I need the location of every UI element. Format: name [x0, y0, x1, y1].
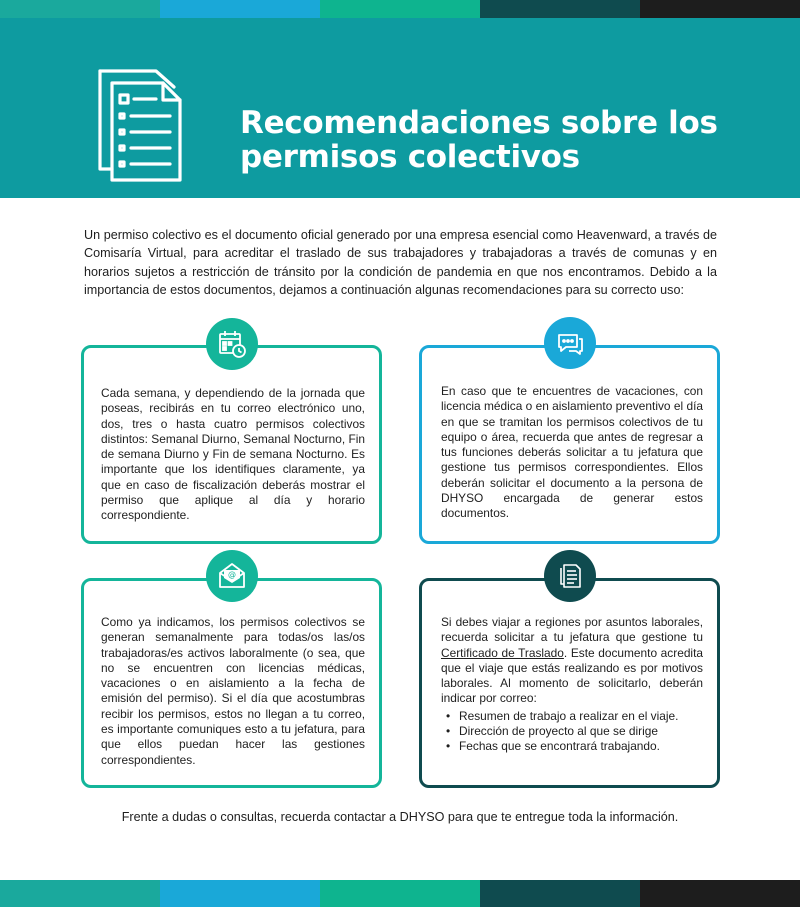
- chat-bubble-icon: [544, 317, 596, 369]
- top-color-stripe: [0, 0, 800, 18]
- recommendation-card-weekly-permits: [81, 345, 382, 544]
- svg-text:@: @: [228, 570, 236, 579]
- list-item: • Dirección de proyecto al que se dirige: [441, 724, 703, 739]
- recommendation-card-travel-certificate: [419, 578, 720, 788]
- card-text: Si debes viajar a regiones por asuntos laborales, recuerda solicitar a tu jefatura que gestione tu Certificado de Traslado. Este documento acredita que el viaje que estás realizando es por motivos laborales. Al momento de solicitarlo, deberán indicar por correo: • Resumen de trabajo a realizar en el viaje. • Dirección de proyecto al que se dirige • Fechas que se encontrará trabajando.: [441, 615, 703, 755]
- email-envelope-icon: [206, 550, 258, 602]
- bottom-color-stripe: [0, 880, 800, 907]
- list-item: • Resumen de trabajo a realizar en el viaje.: [441, 709, 703, 724]
- recommendation-card-weekly-generation: [81, 578, 382, 788]
- page-title: Recomendaciones sobre los permisos colectivos: [240, 105, 718, 175]
- calendar-clock-icon: [206, 318, 258, 370]
- recommendation-card-vacation-leave: [419, 345, 720, 544]
- intro-paragraph: Un permiso colectivo es el documento oficial generado por una empresa esencial como Heavenward, a través de Comisaría Virtual, para acreditar el traslado de sus trabajadores y trabajadoras a través de comunas y en horarios sujetos a restricción de tránsito por la condición de pandemia en que nos encontramos. Debido a la importancia de estos documentos, dejamos a continuación algunas recomendaciones para su correcto uso:: [84, 228, 717, 298]
- email-requirements-list: [441, 709, 703, 755]
- list-item: • Fechas que se encontrará trabajando.: [441, 739, 703, 754]
- footer-contact-note: Frente a dudas o consultas, recuerda contactar a DHYSO para que te entregue toda la información.: [121, 810, 679, 824]
- header-banner: [0, 18, 800, 198]
- card-text: En caso que te encuentres de vacaciones, con licencia médica o en aislamiento preventivo el día en que se tramitan los permisos colectivos de tu equipo o área, recuerda que antes de regresar a tus funciones deberás solicitar a tu jefatura que gestione tus permisos correspondientes. Ellos deberán solicitar el documento a la persona de DHYSO encargada de generar estos documentos.: [441, 384, 703, 521]
- document-list-icon: [90, 65, 190, 187]
- document-icon: [544, 550, 596, 602]
- card-text: Como ya indicamos, los permisos colectivos se generan semanalmente para todas/os las/os trabajadoras/es activos laboralmente (o sea, que no se encuentren con licencias médicas, vacaciones o en aislamiento a la fecha de emisión del permiso). Si el día que acostumbras recibir los permisos, estos no llegan a tu correo, es importante comuniques esto a tu jefatura, para que ellos puedan hacer las gestiones correspondientes.: [101, 615, 365, 767]
- card-text: Cada semana, y dependiendo de la jornada que poseas, recibirás en tu correo electrónico uno, dos, tres o hasta cuatro permisos colectivos distintos: Semanal Diurno, Semanal Nocturno, Fin de semana Diurno y Fin de semana Nocturno. Es importante que los identifiques claramente, ya que en caso de fiscalización deberás mostrar el permiso que aplique al día y horario correspondiente.: [101, 386, 365, 523]
- certificado-de-traslado-link[interactable]: Certificado de Traslado: [441, 645, 564, 660]
